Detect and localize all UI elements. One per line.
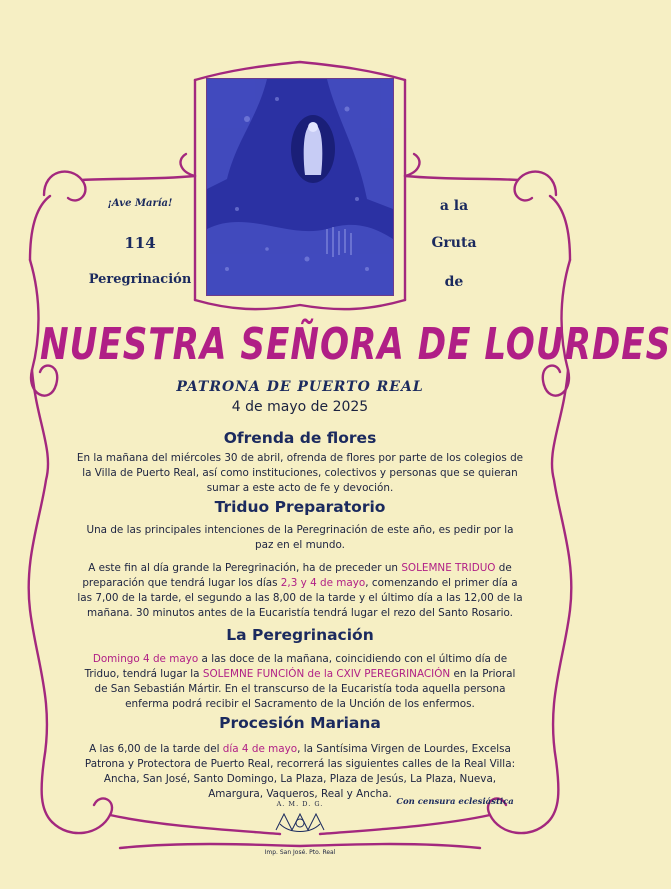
de-label: de: [444, 274, 464, 290]
text-peregrinacion: [80, 652, 520, 712]
heading-triduo: Triduo Preparatorio: [214, 498, 386, 516]
heading-procesion: Procesión Mariana: [219, 714, 381, 732]
heading-ofrenda: Ofrenda de flores: [223, 429, 377, 447]
censura-text: Con censura eclesiástica: [396, 797, 514, 807]
text-ofrenda: En la mañana del miércoles 30 de abril, ofrenda de flores por parte de los colegios de la Villa de Puerto Real, así como instituciones, colectivos y personas que se quieran sumar a este acto de fe y devoción.: [76, 452, 524, 494]
peregrinacion-text-2: en la Prioral de San Sebastián Mártir. En el transcurso de la Eucaristía toda aquella persona enferma podrá recibir el Sacramento de la Unción de los enfermos.: [94, 668, 516, 710]
main-title: NUESTRA SEÑORA DE LOURDES: [40, 318, 671, 370]
peregrinacion-highlight-funcion: SOLEMNE FUNCIÓN de la CXIV PEREGRINACIÓN: [202, 668, 451, 680]
procesion-text-2: , la Santísima Virgen de Lourdes, Excelsa Patrona y Protectora de Puerto Real, recorrerá las siguientes calles de la Real Villa: Ancha, San José, Santo Domingo, La Plaza, Plaza de Jesús, La Plaza, Nueva, Amargura, Vaqueros, Real y Ancha.: [84, 743, 516, 800]
triduo-highlight-solemne: SOLEMNE TRIDUO: [401, 562, 496, 574]
amdg-text: A. M. D. G.: [276, 800, 324, 808]
event-date: 4 de mayo de 2025: [231, 399, 369, 415]
gruta-label: Gruta: [431, 235, 477, 251]
virgin-grotto-image: [206, 78, 394, 296]
triduo-text-b: de preparación que tendrá lugar los días: [82, 562, 512, 589]
peregrinacion-label: Peregrinación: [88, 272, 192, 287]
text-procesion: [78, 742, 522, 802]
text-triduo-1: Una de las principales intenciones de la Peregrinación de este año, es pedir por la paz en el mundo.: [86, 524, 514, 551]
a-la-label: a la: [439, 198, 469, 214]
peregrinacion-text-1: a las doce de la mañana, coincidiendo con el último día de Triduo, tendrá lugar la: [84, 653, 508, 680]
procesion-text-1: A las 6,00 de la tarde del: [89, 743, 223, 755]
triduo-highlight-dates: 2,3 y 4 de mayo: [280, 577, 366, 589]
imprenta-text: Imp. San José. Pto. Real: [264, 849, 336, 856]
marian-monogram-icon: [270, 810, 330, 836]
edition-number: 114: [124, 234, 156, 252]
triduo-text-c: , comenzando el primer día a las 7,00 de la tarde, el segundo a las 8,00 de la tarde y el último día a las 12,00 de la mañana. 30 minutos antes de la Eucaristía tendrá lugar el rezo del Santo Rosario.: [77, 577, 523, 619]
subtitle: PATRONA DE PUERTO REAL: [176, 379, 424, 395]
heading-peregrinacion: La Peregrinación: [226, 626, 374, 644]
text-triduo-2: [74, 561, 526, 621]
ave-maria: ¡Ave María!: [107, 198, 173, 209]
triduo-text-a: A este fin al día grande la Peregrinación, ha de preceder un: [88, 562, 402, 574]
peregrinacion-highlight-date: Domingo 4 de mayo: [92, 653, 199, 665]
procesion-highlight-date: día 4 de mayo: [222, 743, 298, 755]
